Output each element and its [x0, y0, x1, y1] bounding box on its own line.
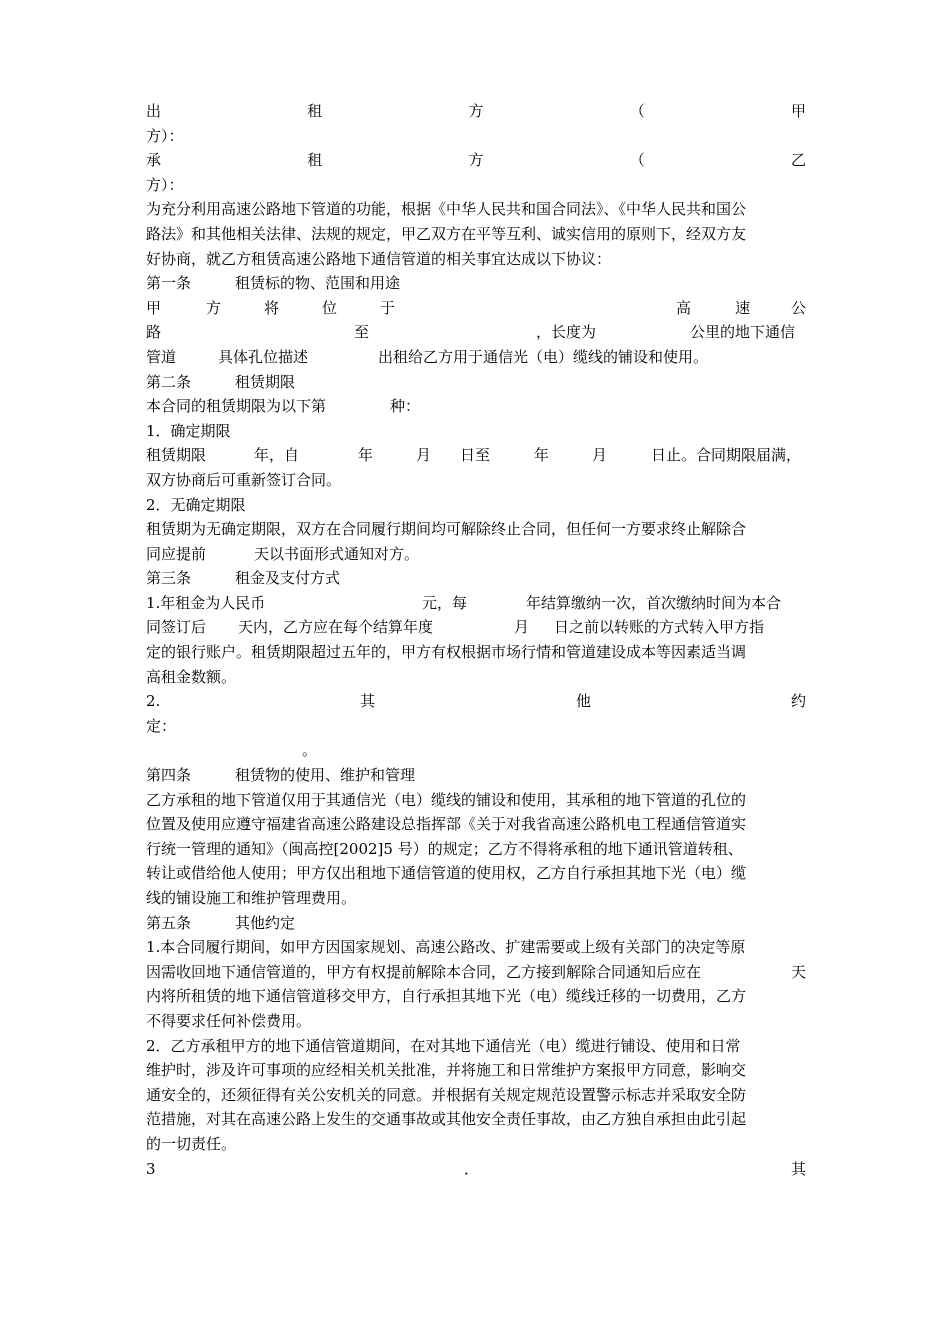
- paragraph-line: 路法》和其他相关法律、法规的规定，甲乙双方在平等互利、诚实信用的原则下，经双方友: [146, 224, 747, 243]
- text: 高: [676, 298, 692, 317]
- text: 租赁期限: [146, 446, 207, 465]
- paragraph-line: [146, 689, 806, 714]
- paragraph-line: [146, 394, 806, 419]
- article-number: 第二条: [146, 372, 192, 391]
- paragraph-line: 1．确定期限: [146, 421, 231, 440]
- paragraph-line: [146, 615, 806, 640]
- paragraph-line: 高租金数额。: [146, 667, 237, 686]
- article-number: 第三条: [146, 569, 192, 588]
- paragraph-line: 行统一管理的通知》（闽高控[2002]5 号）的规定；乙方不得将承租的地下通讯管道转租、: [146, 839, 743, 858]
- text: 出租给乙方用于通信光（电）缆线的铺设和使用。: [378, 347, 709, 366]
- text: 种：: [390, 397, 421, 416]
- paragraph-line: 为充分利用高速公路地下管道的功能，根据《中华人民共和国合同法》、《中华人民共和国公: [146, 200, 747, 219]
- text: 同应提前: [146, 544, 207, 563]
- text: （: [629, 102, 645, 120]
- paragraph-line: [146, 296, 806, 321]
- paragraph-line: 乙方承租的地下管道仅用于其通信光（电）缆线的铺设和使用，其承租的地下管道的孔位的: [146, 790, 747, 809]
- text: 出: [146, 102, 162, 120]
- article-title: 租赁物的使用、维护和管理: [235, 766, 416, 785]
- text: 天以书面形式通知对方。: [254, 544, 420, 563]
- paragraph-line: 双方协商后可重新签订合同。: [146, 470, 342, 489]
- paragraph-line: 2．无确定期限: [146, 495, 246, 514]
- text: ．: [464, 1159, 480, 1178]
- paragraph-line: 1.本合同履行期间，如甲方因国家规划、高速公路改、扩建需要或上级有关部门的决定等原: [146, 938, 746, 957]
- text: 因需收回地下通信管道的，甲方有权提前解除本合同，乙方接到解除合同通知后应在: [146, 962, 702, 981]
- text: 年: [358, 446, 374, 465]
- text: 方: [468, 151, 484, 170]
- paragraph-line: [146, 320, 806, 345]
- text: 位: [322, 298, 338, 317]
- article-title: 租金及支付方式: [235, 569, 341, 588]
- paragraph-line: 内将所租赁的地下通信管道移交甲方，自行承担其地下光（电）缆线迁移的一切费用，乙方: [146, 987, 747, 1006]
- paragraph-line: [146, 1157, 806, 1182]
- text: 约: [791, 692, 806, 711]
- text: 1.年租金为人民币: [146, 593, 266, 612]
- text: 租: [307, 151, 323, 170]
- paragraph-line: 方）：: [146, 126, 184, 145]
- lessee-line: [146, 148, 806, 173]
- paragraph-line: 定的银行账户。租赁期限超过五年的，甲方有权根据市场行情和管道建设成本等因素适当调: [146, 643, 747, 662]
- paragraph-line: [146, 960, 806, 985]
- paragraph-line: 好协商，就乙方租赁高速公路地下通信管道的相关事宜达成以下协议：: [146, 249, 612, 268]
- article-heading: [146, 911, 806, 936]
- text: 其: [791, 1159, 806, 1178]
- paragraph-line: [146, 591, 806, 616]
- text: 管道: [146, 347, 177, 366]
- text: 年: [534, 446, 550, 465]
- paragraph-line: 位置及使用应遵守福建省高速公路建设总指挥部《关于对我省高速公路机电工程通信管道实: [146, 815, 747, 834]
- paragraph-line: 通安全的，还须征得有关公安机关的同意。并根据有关规定规范设置警示标志并采取安全防: [146, 1085, 747, 1104]
- paragraph-line: 2．乙方承租甲方的地下通信管道期间，在对其地下通信光（电）缆进行铺设、使用和日常: [146, 1036, 741, 1055]
- text: 元，每: [422, 593, 468, 612]
- article-number: 第一条: [146, 274, 192, 293]
- text: 日之前以转账的方式转入甲方指: [554, 618, 765, 637]
- text: 至: [354, 323, 370, 342]
- paragraph-line: 租赁期为无确定期限，双方在合同履行期间均可解除终止合同，但任何一方要求终止解除合: [146, 520, 747, 539]
- article-heading: [146, 763, 806, 788]
- paragraph-line: 范措施，对其在高速公路上发生的交通事故或其他安全责任事故，由乙方独自承担由此引起: [146, 1110, 747, 1129]
- text: 2.: [146, 692, 161, 711]
- text: 将: [264, 298, 280, 317]
- text: 天内，乙方应在每个结算年度: [238, 618, 434, 637]
- text: 公里的地下通信: [690, 323, 796, 342]
- paragraph-line: [146, 738, 806, 763]
- paragraph-line: [146, 345, 806, 370]
- article-title: 租赁标的物、范围和用途: [235, 274, 401, 293]
- text: （: [629, 151, 645, 170]
- paragraph-line: 维护时，涉及许可事项的应经相关机关批准，并将施工和日常维护方案报甲方同意，影响交: [146, 1061, 747, 1080]
- text: 甲: [790, 102, 806, 120]
- text: 。: [302, 741, 318, 760]
- article-heading: [146, 566, 806, 591]
- text: 月: [416, 446, 432, 465]
- text: 方: [206, 298, 222, 317]
- text: 同签订后: [146, 618, 207, 637]
- paragraph-line: 转让或借给他人使用；甲方仅出租地下通信管道的使用权，乙方自行承担其地下光（电）缆: [146, 864, 747, 883]
- text: 于: [380, 298, 396, 317]
- text: 日止。合同期限届满，: [651, 446, 802, 465]
- text: 租: [307, 102, 323, 120]
- text: ，长度为: [536, 323, 597, 342]
- text: 具体孔位描述: [218, 347, 309, 366]
- article-number: 第五条: [146, 913, 192, 932]
- text: 他: [576, 692, 592, 711]
- contract-body: [146, 99, 806, 1181]
- text: 路: [146, 323, 162, 342]
- text: 年结算缴纳一次，首次缴纳时间为本合: [526, 593, 782, 612]
- article-title: 租赁期限: [235, 372, 296, 391]
- text: 日至: [460, 446, 491, 465]
- paragraph-line: 定：: [146, 716, 177, 735]
- lessor-line: [146, 99, 806, 124]
- text: 月: [514, 618, 530, 637]
- paragraph-line: [146, 542, 806, 567]
- paragraph-line: 的一切责任。: [146, 1134, 237, 1153]
- text: 方: [468, 102, 484, 120]
- text: 公: [791, 298, 806, 317]
- article-number: 第四条: [146, 766, 192, 785]
- text: 甲: [146, 298, 162, 317]
- text: 3: [146, 1159, 156, 1178]
- text: 年，自: [254, 446, 300, 465]
- article-heading: [146, 370, 806, 395]
- text: 速: [735, 298, 751, 317]
- paragraph-line: 线的铺设施工和维护管理费用。: [146, 889, 357, 907]
- text: 月: [592, 446, 608, 465]
- article-heading: [146, 271, 806, 296]
- text: 其: [360, 692, 376, 711]
- text: 乙: [790, 151, 806, 170]
- paragraph-line: 方）：: [146, 175, 184, 194]
- text: 本合同的租赁期限为以下第: [146, 397, 327, 416]
- article-title: 其他约定: [235, 913, 296, 932]
- text: 承: [146, 151, 162, 170]
- paragraph-line: 不得要求任何补偿费用。: [146, 1011, 312, 1030]
- paragraph-line: [146, 443, 806, 468]
- text: 天: [791, 962, 806, 981]
